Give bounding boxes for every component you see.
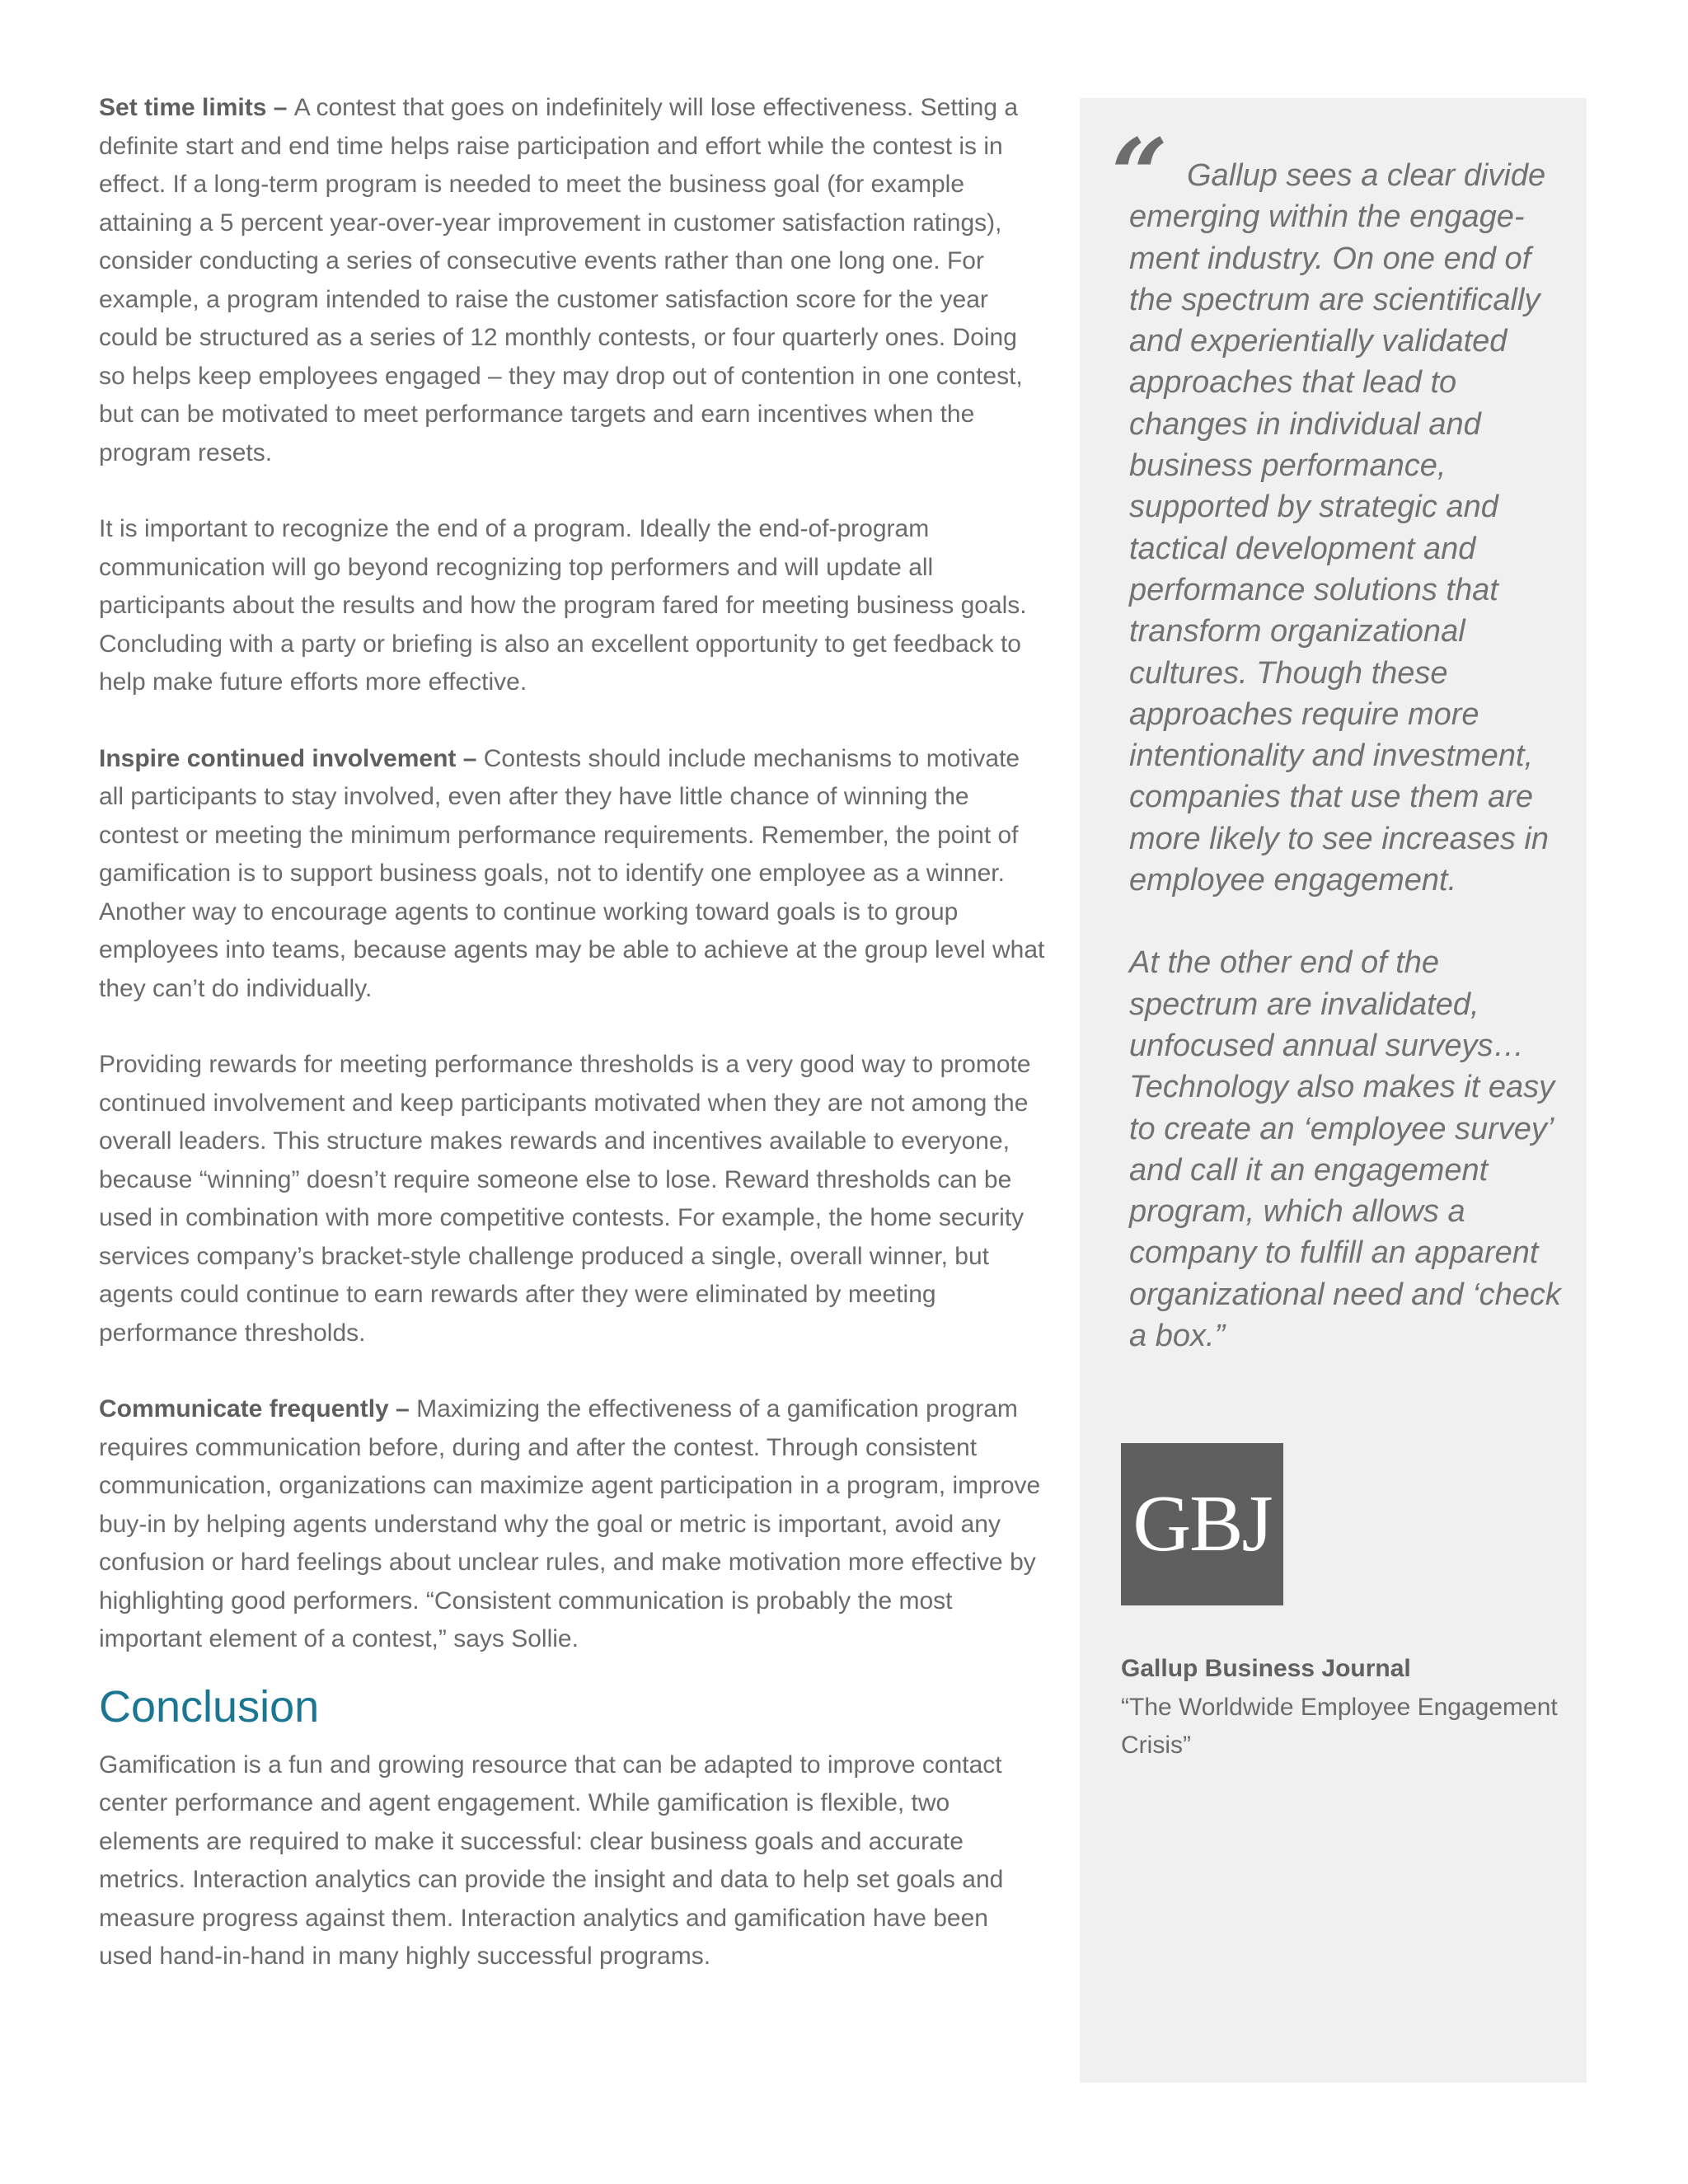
conclusion-heading: Conclusion (99, 1681, 320, 1732)
paragraph-lead: Inspire continued involvement – (99, 744, 484, 772)
paragraph-lead: Communicate frequently – (99, 1395, 417, 1422)
main-column (99, 89, 1047, 1976)
quote-paragraph (1129, 155, 1566, 901)
paragraph-communicate-frequently (99, 1390, 1047, 1659)
pull-quote (1129, 155, 1566, 1398)
conclusion-paragraph: Gamification is a fun and growing resource that can be adapted to improve contact center performance and agent engagement. While gamification is flexible, two elements are required to make it successful: clear business goals and accurate metrics. Interaction analytics can provide the insight and data to help set goals and measure progress against them. Interaction analytics and gamification have been used hand-in-hand in many highly successful programs. (99, 1750, 1004, 1970)
paragraph-set-time-limits (99, 89, 1047, 472)
gbj-logo: GBJ (1121, 1443, 1283, 1605)
paragraph-lead: Set time limits – (99, 94, 294, 121)
paragraph-end-of-program (99, 510, 1047, 702)
quote-paragraph (1129, 942, 1566, 1357)
paragraph-reward-thresholds (99, 1046, 1047, 1352)
paragraph-text: A contest that goes on indefinitely will lose effectiveness. Setting a definite start and end time helps raise participation and effort while the contest is in effect. If a long-term program is needed to meet the business goal (for example attaining a 5 percent year-over-year improvement in customer satisfaction ratings), consider conducting a series of consecutive events rather than one long one. For example, a program intended to raise the customer satisfaction score for the year could be structured as a series of 12 monthly contests, or four quarterly ones. Doing so helps keep employees engaged – they may drop out of contention in one contest, but can be motivated to meet performance targets and earn incentives when the program resets. (99, 94, 1023, 466)
paragraph-text: It is important to recognize the end of a program. Ideally the end-of-program communication will go beyond recognizing top performers and will update all participants about the results and how the program fared for meeting business goals. Concluding with a party or briefing is also an excellent opportunity to get feedback to help make future efforts more effective. (99, 515, 1027, 696)
quote-source (1121, 1650, 1566, 1765)
paragraph-text: Providing rewards for meeting performance thresholds is a very good way to promote continued involvement and keep participants motivated when they are not among the overall leaders. This structure makes rewards and incentives available to everyone, because “winning” doesn’t require someone else to lose. Reward thresholds can be used in combination with more competitive contests. For example, the home security services company’s bracket-style challenge produced a single, overall winner, but agents could continue to earn rewards after they were eliminated by meeting performance thresholds. (99, 1051, 1031, 1347)
paragraph-text: Contests should include mechanisms to motivate all participants to stay involved, even after they have little chance of winning the contest or meeting the minimum performance requirements. Remember, the point of gamification is to support business goals, not to identify one employee as a winner. Another way to encourage agents to continue working toward goals is to group employees into teams, because agents may be able to achieve at the group level what they can’t do individually. (99, 744, 1045, 1002)
quote-text: At the other end of the spectrum are invalidated, unfocused annual surveys… Technology also makes it easy to create an ‘employee survey’ and call it an engagement program, which allows a company to fulfill an apparent organizational need and ‘check a box.” (1129, 945, 1561, 1354)
sidebar-quote-panel (1080, 98, 1587, 2083)
source-title: “The Worldwide Employee Engagement Crisis” (1121, 1693, 1558, 1759)
quotation-mark-icon: “ (1111, 117, 1169, 233)
quote-text: Gallup sees a clear divide emerging within the engage-ment industry. On one end of the spectrum are scientifically and experientially validated approaches that lead to changes in individual and business performance, supported by strategic and tactical development and performance solutions that transform organizational cultures. Though these approaches require more intentionality and investment, companies that use them are more likely to see increases in employee engagement. (1129, 158, 1549, 898)
source-name: Gallup Business Journal (1121, 1655, 1411, 1682)
paragraph-inspire-involvement (99, 740, 1047, 1009)
paragraph-text: Maximizing the effectiveness of a gamification program requires communication before, during and after the contest. Through consistent communication, organizations can maximize agent participation in a program, improve buy-in by helping agents understand why the goal or metric is important, avoid any confusion or hard feelings about unclear rules, and make motivation more effective by highlighting good performers. “Consistent communication is probably the most important element of a contest,” says Sollie. (99, 1395, 1041, 1652)
